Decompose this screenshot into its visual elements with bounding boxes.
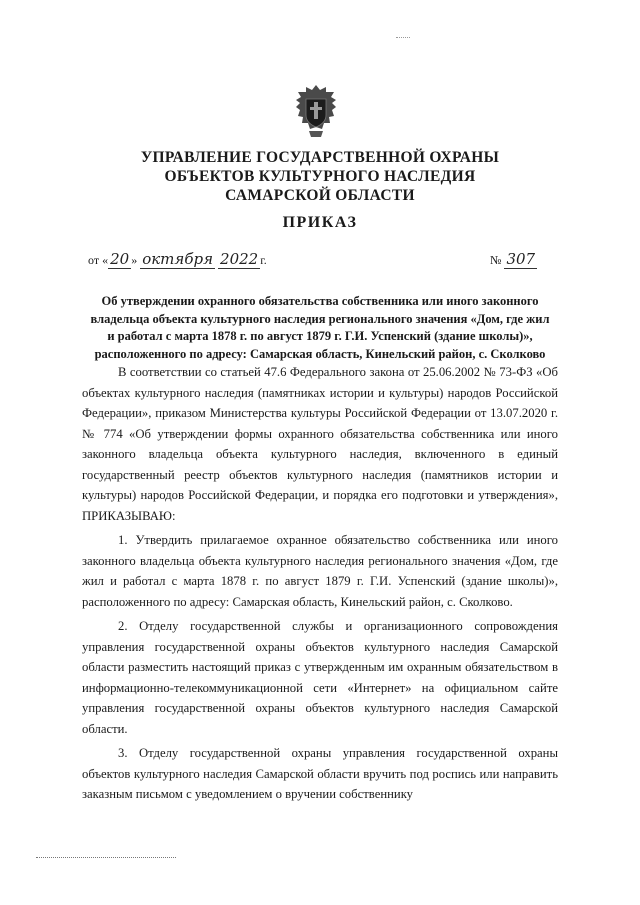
subject-line-2: владельца объекта культурного наследия регионального значения «Дом, где жил [90, 311, 550, 326]
clause-1-paragraph: 1. Утвердить прилагаемое охранное обязательство собственника или иного законного владельца объекта культурного наследия регионального значения «Дом, где жил и работал с марта 1878 г. по август 1879 г. Г.И. Успенский (здание школы)», расположенного по адресу: Самарская область, Кинельский район, с. Сколково. [82, 533, 558, 609]
order-body [82, 362, 558, 809]
date-suffix: г. [260, 253, 267, 267]
date-mid: » [131, 253, 138, 267]
document-type-title: ПРИКАЗ [282, 214, 358, 231]
date-prefix: от « [88, 253, 109, 267]
subject-line-4: расположенного по адресу: Самарская область, Кинельский район, с. Сколково [94, 346, 546, 361]
preamble-paragraph: В соответствии со статьей 47.6 Федерального закона от 25.06.2002 № 73-ФЗ «Об объектах культурного наследия (памятниках истории и культуры) народов Российской Федерации», приказом Министерства культуры Российской Федерации от 13.07.2020 г. № 774 «Об утверждении формы охранного обязательства собственника или иного законного владельца объекта культурного наследия, включенного в единый государственный реестр объектов культурного наследия (памятников истории и культуры) народов Российской Федерации, и порядка его подготовки и утверждения», ПРИКАЗЫВАЮ: [82, 365, 558, 523]
number-value: 307 [506, 250, 536, 268]
subject-line-3: и работал с марта 1878 г. по август 1879 г. Г.И. Успенский (здание школы)», [107, 329, 533, 343]
organization-name [90, 148, 550, 205]
order-subject [82, 293, 558, 363]
org-line-1: УПРАВЛЕНИЕ ГОСУДАРСТВЕННОЙ ОХРАНЫ [140, 149, 500, 166]
document-number [490, 250, 537, 268]
subject-line-1: Об утверждении охранного обязательства собственника или иного законного [101, 294, 539, 308]
date-month: октября [142, 250, 214, 268]
footer-rule [36, 857, 176, 858]
org-line-2: ОБЪЕКТОВ КУЛЬТУРНОГО НАСЛЕДИЯ [164, 168, 476, 185]
date-year: 2022 [220, 250, 259, 268]
clause-3-paragraph: 3. Отделу государственной охраны управления государственной охраны объектов культурного наследия Самарской области вручить под роспись или направить заказным письмом с уведомлением о вручении собственнику [82, 746, 558, 801]
clause-2-paragraph: 2. Отделу государственной службы и организационного сопровождения управления государственной охраны объектов культурного наследия Самарской области разместить настоящий приказ с утвержденным им охранным обязательством в информационно-телекоммуникационной сети «Интернет» на официальном сайте управления государственной охраны объектов культурного наследия Самарской области. [82, 619, 558, 736]
org-line-3: САМАРСКОЙ ОБЛАСТИ [225, 187, 415, 204]
document-date [88, 250, 267, 268]
scan-artifact [396, 37, 410, 38]
number-prefix: № [490, 253, 502, 267]
date-day: 20 [110, 250, 130, 268]
coat-of-arms-icon [293, 83, 339, 139]
